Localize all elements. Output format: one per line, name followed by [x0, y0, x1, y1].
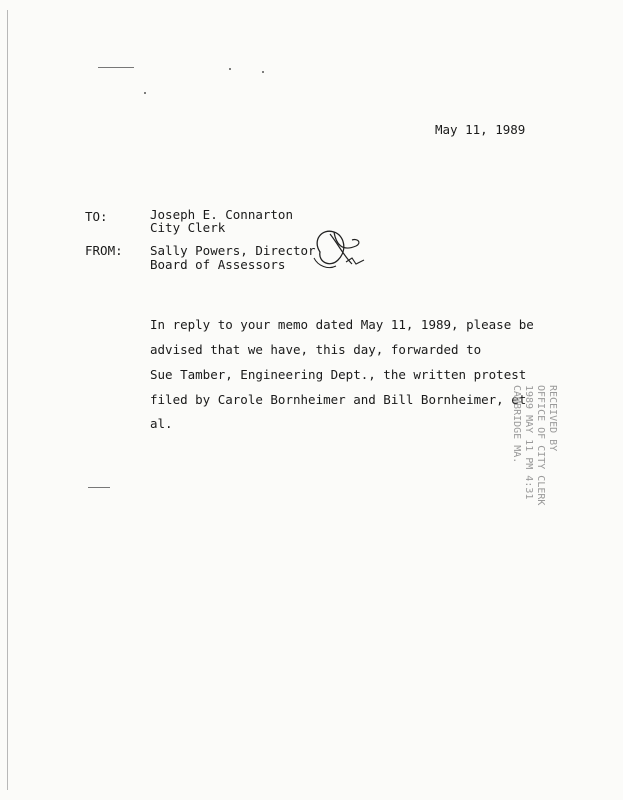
stamp-line-1: RECEIVED BY — [547, 385, 558, 452]
body-line-5: al. — [150, 416, 173, 431]
from-name: Sally Powers, Director — [150, 243, 316, 258]
scan-speck — [229, 68, 231, 70]
scan-mark — [98, 67, 134, 68]
stamp-line-2: OFFICE OF CITY CLERK — [535, 385, 546, 506]
handwritten-initials-signature — [308, 222, 366, 274]
received-stamp — [478, 385, 558, 505]
stamp-line-3: 1989 MAY 11 PM 4:31 — [523, 385, 534, 500]
to-label: TO: — [85, 209, 108, 224]
body-line-2: advised that we have, this day, forwarded to — [150, 342, 482, 357]
from-title: Board of Assessors — [150, 257, 286, 272]
memo-date: May 11, 1989 — [435, 122, 526, 137]
body-line-1: In reply to your memo dated May 11, 1989, please be — [150, 317, 534, 332]
scan-mark — [88, 487, 110, 488]
to-title: City Clerk — [150, 220, 226, 235]
body-line-4: filed by Carole Bornheimer and Bill Bornheimer, et — [150, 392, 527, 407]
scan-edge-line — [7, 10, 8, 790]
scan-speck — [262, 71, 264, 73]
body-line-3: Sue Tamber, Engineering Dept., the written protest — [150, 367, 527, 382]
scan-speck — [144, 92, 146, 94]
to-name: Joseph E. Connarton — [150, 207, 293, 222]
from-label: FROM: — [85, 243, 123, 258]
stamp-line-4: CAMBRIDGE MA. — [511, 385, 522, 464]
